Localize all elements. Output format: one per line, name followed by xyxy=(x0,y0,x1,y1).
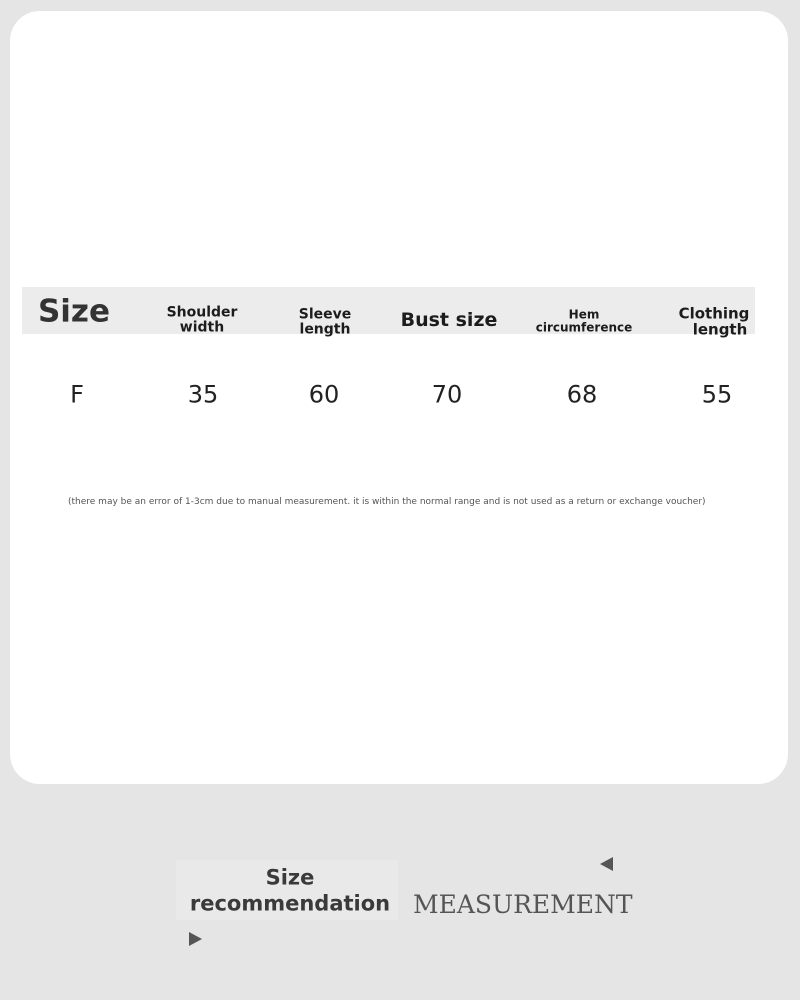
cell-bust-size: 70 xyxy=(431,380,463,409)
header-shoulder-line2: width xyxy=(179,319,225,335)
header-clothing-line2: length xyxy=(692,320,748,338)
footer-title xyxy=(190,865,390,916)
triangle-left-icon xyxy=(600,857,613,871)
header-hem-circumference xyxy=(536,308,633,333)
header-hem-line1: Hem xyxy=(568,307,600,322)
size-chart-card xyxy=(10,11,788,784)
header-shoulder-width xyxy=(167,305,238,334)
cell-clothing-length: 55 xyxy=(701,380,733,409)
measurement-note: (there may be an error of 1-3cm due to manual measurement. it is within the normal range and is not used as a return or exchange voucher) xyxy=(68,497,706,507)
header-clothing-line1: Clothing xyxy=(678,304,750,323)
measurement-label: MEASUREMENT xyxy=(413,890,633,919)
table-header-band xyxy=(22,287,755,334)
cell-hem-circumference: 68 xyxy=(566,380,598,409)
footer-title-line1: Size xyxy=(265,865,315,890)
header-sleeve-line1: Sleeve xyxy=(298,306,352,323)
header-hem-line2: circumference xyxy=(535,320,633,334)
cell-shoulder-width: 35 xyxy=(187,380,219,409)
triangle-right-icon xyxy=(189,932,202,946)
header-sleeve-length xyxy=(299,307,352,336)
header-shoulder-line1: Shoulder xyxy=(166,304,238,321)
header-sleeve-line2: length xyxy=(299,321,351,337)
header-size: Size xyxy=(37,293,111,330)
header-clothing-length xyxy=(679,306,750,338)
footer-title-line2: recommendation xyxy=(189,891,391,915)
cell-sleeve-length: 60 xyxy=(308,380,340,409)
cell-size: F xyxy=(70,380,84,409)
header-bust-size: Bust size xyxy=(400,309,498,332)
